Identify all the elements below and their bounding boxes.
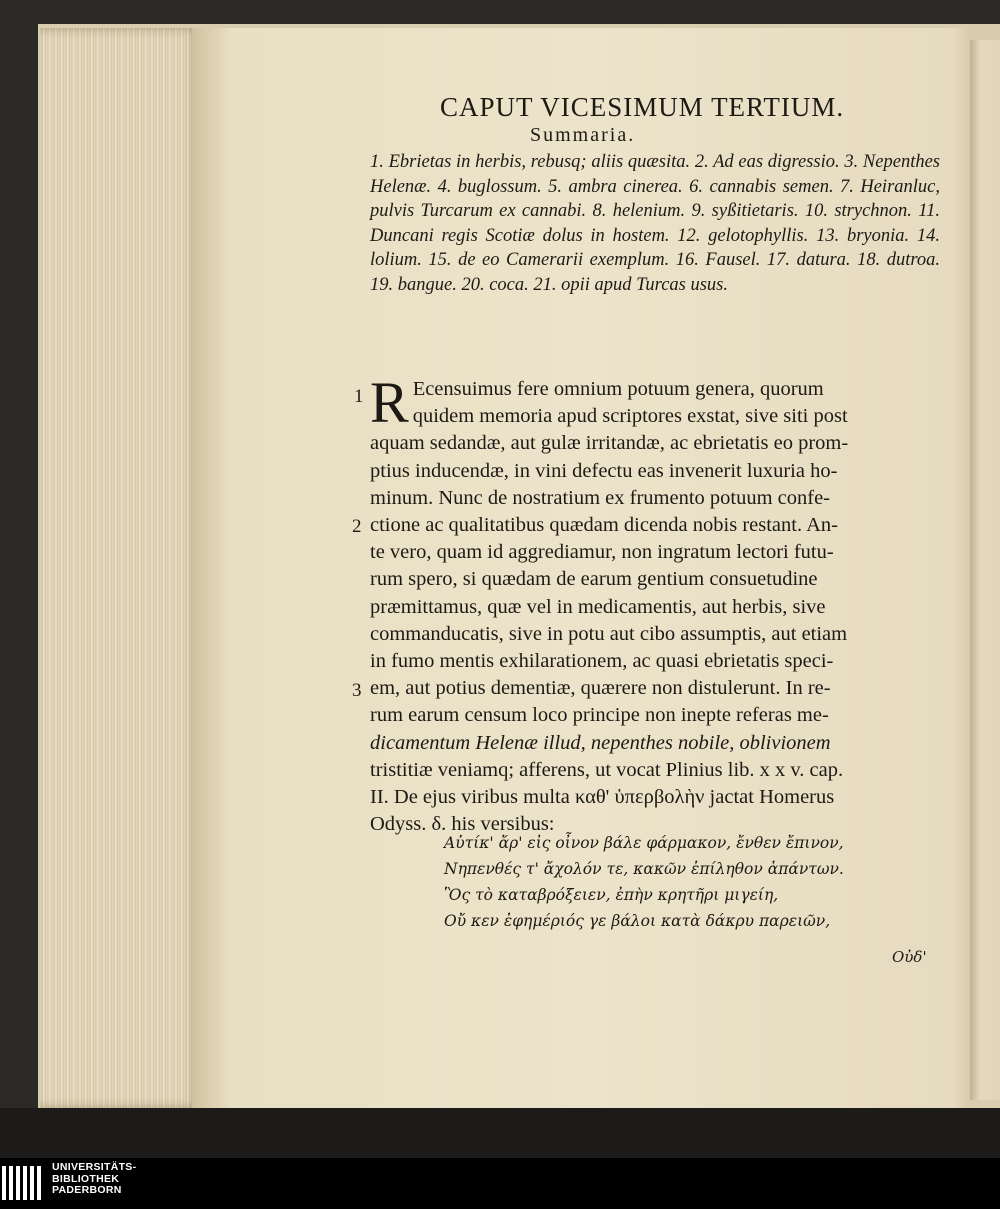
library-logo-icon bbox=[2, 1166, 42, 1200]
greek-verses bbox=[444, 830, 914, 934]
greek-verse: Οὔ κεν ἐφημέριός γε βάλοι κατὰ δάκρυ παρειῶν, bbox=[444, 912, 831, 930]
page-edges bbox=[40, 28, 200, 1108]
body-line: ctione ac qualitatibus quædam dicenda nobis restant. An- bbox=[370, 514, 838, 537]
body-line: te vero, quam id aggrediamur, non ingratum lectori futu- bbox=[370, 541, 834, 564]
body-line: em, aut potius dementiæ, quærere non distulerunt. In re- bbox=[370, 677, 831, 700]
body-line: dicamentum Helenæ illud, nepenthes nobile, oblivionem bbox=[370, 731, 831, 754]
catchword: Οὐδ' bbox=[892, 948, 927, 966]
library-name-line: PADERBORN bbox=[52, 1184, 122, 1196]
margin-number: 3 bbox=[352, 680, 362, 701]
body-line: Ecensuimus fere omnium potuum genera, quorum bbox=[412, 378, 824, 400]
library-footer bbox=[0, 1158, 1000, 1209]
greek-verse: Αὐτίκ' ἄρ' εἰς οἶνον βάλε φάρμακον, ἔνθεν ἔπινον, bbox=[444, 834, 844, 852]
body-text bbox=[370, 370, 940, 838]
body-line: minum. Nunc de nostratium ex frumento potuum confe- bbox=[370, 486, 831, 509]
body-line: rum earum censum loco principe non inepte referas me- bbox=[370, 704, 829, 727]
body-line: in fumo mentis exhilarationem, ac quasi ebrietatis speci- bbox=[370, 650, 834, 673]
margin-number: 1 bbox=[354, 386, 364, 407]
summaria-text: 1. Ebrietas in herbis, rebusq; aliis quæsita. 2. Ad eas digressio. 3. Nepenthes Helenæ. 4. buglossum. 5. ambra cinerea. 6. cannabis semen. 7. Heiranluc, pulvis Turcarum ex cannabi. 8. helenium. 9. syßitietaris. 10. strychnon. 11. Duncani regis Scotiæ dolus in hostem. 12. gelotophyllis. 13. bryonia. 14. lolium. 15. de eo Camerarii exemplum. 16. Fausel. 17. datura. 18. dutroa. 19. bangue. 20. coca. 21. opii apud Turcas usus. bbox=[370, 152, 940, 295]
body-line: aquam sedandæ, aut gulæ irritandæ, ac ebrietatis eo prom- bbox=[370, 432, 849, 455]
body-line: II. De ejus viribus multa καθ' ὑπερβολὴν jactat Homerus bbox=[370, 786, 835, 809]
next-page-edge bbox=[970, 40, 1000, 1100]
library-name bbox=[52, 1162, 136, 1197]
chapter-title: CAPUT VICESIMUM TERTIUM. bbox=[440, 92, 845, 122]
body-line: commanducatis, sive in potu aut cibo assumptis, aut etiam bbox=[370, 622, 848, 645]
margin-number: 2 bbox=[352, 516, 362, 537]
body-line: quidem memoria apud scriptores exstat, sive siti post bbox=[412, 405, 848, 428]
greek-verse: Ὃς τὸ καταβρόξειεν, ἐπὴν κρητῆρι μιγείη, bbox=[444, 886, 779, 904]
body-line: tristitiæ veniamq; afferens, ut vocat Plinius lib. x x v. cap. bbox=[370, 758, 844, 781]
body-line: ptius inducendæ, in vini defectu eas invenerit luxuria ho- bbox=[370, 459, 838, 482]
body-line: Odyss. δ. his versibus: bbox=[370, 813, 555, 836]
library-name-line: UNIVERSITÄTS- bbox=[52, 1161, 137, 1173]
greek-verse: Νηπενθές τ' ἄχολόν τε, κακῶν ἐπίληθον ἁπάντων. bbox=[444, 860, 844, 878]
body-line: rum spero, si quædam de earum gentium consuetudine bbox=[370, 568, 818, 591]
summaria-heading: Summaria. bbox=[530, 124, 636, 146]
drop-cap: R bbox=[370, 370, 409, 435]
body-line: præmittamus, quæ vel in medicamentis, aut herbis, sive bbox=[370, 595, 826, 618]
scan-shadow bbox=[0, 1108, 1000, 1158]
library-name-line: BIBLIOTHEK bbox=[52, 1172, 120, 1185]
